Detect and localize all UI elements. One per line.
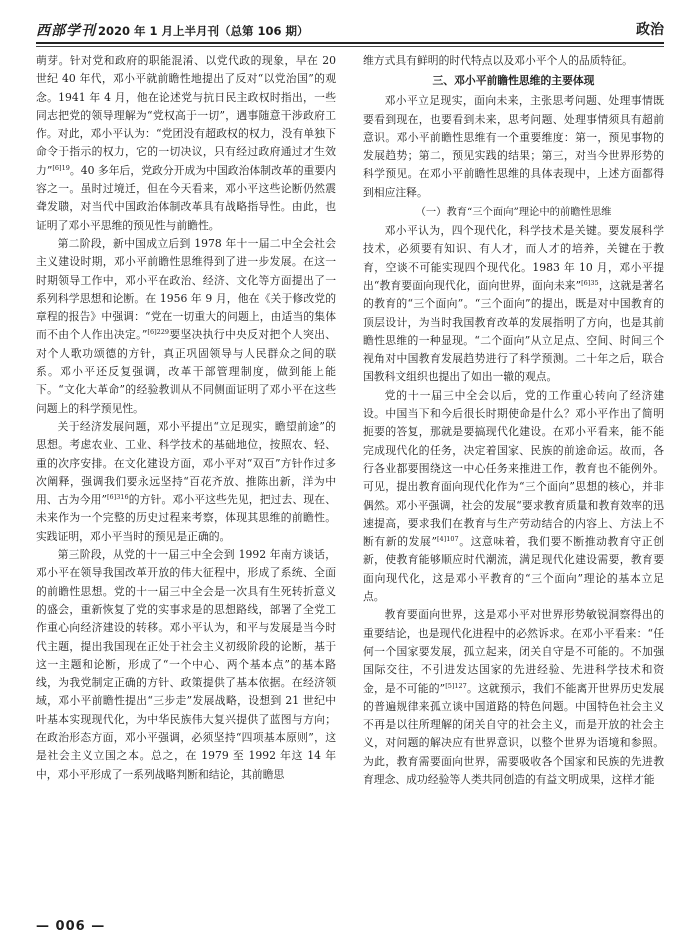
- header-rule: [36, 42, 664, 44]
- paragraph: 第二阶段，新中国成立后到 1978 年十一届二中全会社会主义建设时期，邓小平前瞻性思维得到了进一步发展。在这一时期领导工作中，邓小平在政治、经济、文化等方面提出了一系列科学思想和论断。在 1956 年 9 月，他在《关于修改党的章程的报告》中强调：“党在一切重大的问题上，由适当的集体而不由个人作出决定。”$^{[6]229}$要坚决执行中央反对把个人突出、对个人歌功颂德的方针，真正巩固领导与人民群众之间的联系。邓小平还反复强调，改革干部管理制度，做到能上能下。“文化大革命”的经验教训从不同侧面证明了邓小平在这些问题上的科学预见性。: [36, 236, 336, 415]
- journal-title: [36, 20, 309, 40]
- citation: [6]35: [581, 278, 599, 287]
- citation: [5]127: [445, 681, 467, 690]
- citation: [4]107: [436, 535, 459, 544]
- paragraph: 维方式具有鲜明的时代特点以及邓小平个人的品质特征。: [363, 54, 633, 67]
- section-label: 政治: [636, 22, 664, 38]
- journal-logo: 西部学刊: [36, 23, 96, 39]
- paragraph: 关于经济发展问题，邓小平提出“立足现实，瞻望前途”的思想。考虑农业、工业、科学技术的基础地位，按照农、轻、重的次序安排。在文化建设方面，邓小平对“双百”方针作过多次阐释，强调我们要永远坚持“百花齐放、推陈出新，洋为中用、古为今用”$^{[6]316}$的方针。邓小平这些先见，把过去、现在、未来作为一个完整的历史过程来考察，体现其思维的前瞻性。实践证明，邓小平当时的预见是正确的。: [36, 419, 337, 543]
- section-heading: 三、邓小平前瞻性思维的主要体现: [432, 74, 595, 88]
- page-number: — 006 —: [36, 919, 106, 934]
- paragraph: 党的十一届三中全会以后，党的工作重心转向了经济建设。中国当下和今后很长时期使命是什么？邓小平作出了简明扼要的答复，那就是要搞现代化建设。在邓小平看来，能不能完成现代化的任务，决定着国家、民族的前途命运。故而，各行各业都要围绕这一中心任务来推进工作，教育也不能例外。可见，提出教育面向现代化作为“三个面向”思想的核心，并非偶然。邓小平强调，社会的发展“要求教育质量和教育效率的迅速提高，要求我们在教育与生产劳动结合的内容上、方法上不断有新的发展”$^{[4]107}$。这意味着，我们要不断推动教育守正创新，使教育能够顺应时代潮流，满足现代化建设需要，教育要面向现代化，这是邓小平教育的“三个面向”理论的基本立足点。: [363, 388, 664, 604]
- header-rule-thin: [36, 46, 664, 47]
- right-column: [363, 52, 664, 789]
- left-column: [36, 52, 336, 784]
- paragraph: 邓小平认为，四个现代化，科学技术是关键。要发展科学技术，必须要有知识、有人才，而人才的培养，关键在于教育，空谈不可能实现四个现代化。1983 年 10 月，邓小平提出“教育要面向现代化，面向世界，面向未来”$^{[6]35}$，这就是著名的教育的“三个面向”。“三个面向”的提出，既是对中国教育的顶层设计，为当时我国教育改革的发展指明了方向，也是其前瞻性思维的一种显现。“二个面向”从立足点、空间、时间三个视角对中国教育发展趋势进行了科学预测。二十年之后，联合国教科文组织也提出了如出一辙的观点。: [363, 224, 664, 384]
- subsection-heading: （一）教育“三个面向”理论中的前瞻性思维: [415, 206, 612, 219]
- paragraph: 教育要面向世界，这是邓小平对世界形势敏锐洞察得出的重要结论，也是现代化进程中的必然诉求。在邓小平看来：“任何一个国家要发展，孤立起来，闭关自守是不可能的。不加强国际交往，不引进发达国家的先进经验、先进科学技术和资金，是不可能的”$^{[5]127}$。这就预示，我们不能离开世界历史发展的普遍规律来孤立谈中国道路的特色问题。中国特色社会主义不再是以往所理解的闭关自守的社会主义，而是开放的社会主义，对问题的解决应有世界意识，以整个世界为语境和参照。为此，教育需要面向世界，需要吸收各个国家和民族的先进教育理念、成功经验等人类共同创造的有益文明成果，这样才能: [363, 608, 664, 786]
- paragraph: 第三阶段，从党的十一届三中全会到 1992 年南方谈话，邓小平在领导我国改革开放的伟大征程中，形成了系统、全面的前瞻性思想。党的十一届三中全会是一次具有生死转折意义的盛会，重新恢复了党的实事求是的思想路线，部署了全党工作重心向经济建设的转移。邓小平认为，和平与发展是当今时代主题，提出我国现在正处于社会主义初级阶段的论断，基于这一主题和论断，形成了“一个中心、两个基本点”的基本路线，为我党制定正确的方针、政策提供了基本依据。在经济领域，邓小平前瞻性提出“三步走”发展战略，设想到 21 世纪中叶基本实现现代化，为中华民族伟大复兴提供了蓝图与方向；在政治形态方面，邓小平强调，必须坚持“四项基本原则”，这是社会主义立国之本。总之，在 1979 至 1992 年这 14 年中，邓小平形成了一系列战略判断和结论，其前瞻思: [36, 548, 336, 781]
- citation: [6]316: [107, 493, 129, 502]
- journal-issue: 2020 年 1 月上半月刊（总第 106 期）: [98, 24, 309, 38]
- citation: [6]229: [147, 328, 170, 337]
- paragraph: 邓小平立足现实，面向未来，主张思考问题、处理事情既要看到现在，也要看到未来，思考问题、处理事情须具有超前意识。邓小平前瞻性思维有一个重要维度：第一，预见事物的发展趋势；第二，预见实践的结果；第三，对当今世界形势的科学预见。在邓小平前瞻性思维的具体表现中，上述方面都得到相应注释。: [363, 94, 664, 199]
- paragraph: 萌芽。针对党和政府的职能混淆、以党代政的现象，早在 20 世纪 40 年代，邓小平就前瞻性地提出了反对“以党治国”的观念。1941 年 4 月，他在论述党与抗日民主政权时指出，一些同志把党的领导理解为“党权高于一切”，遇事随意干涉政府工作。对此，邓小平认为：“党团没有超政权的权力，没有单独下命令于指示的权力，它的一切决议，只有经过政府通过才生效力”$^{[6]19}$。40 多年后，党政分开成为中国政治体制改革的重要内容之一。虽时过境迁，但在今天看来，邓小平这些论断仍然震聋发聩，对当代中国政治体制改革具有战略指导性。由此，也证明了邓小平思维的预见性与前瞻性。: [36, 54, 337, 232]
- citation: [6]19: [52, 163, 70, 172]
- page-header: [36, 18, 664, 44]
